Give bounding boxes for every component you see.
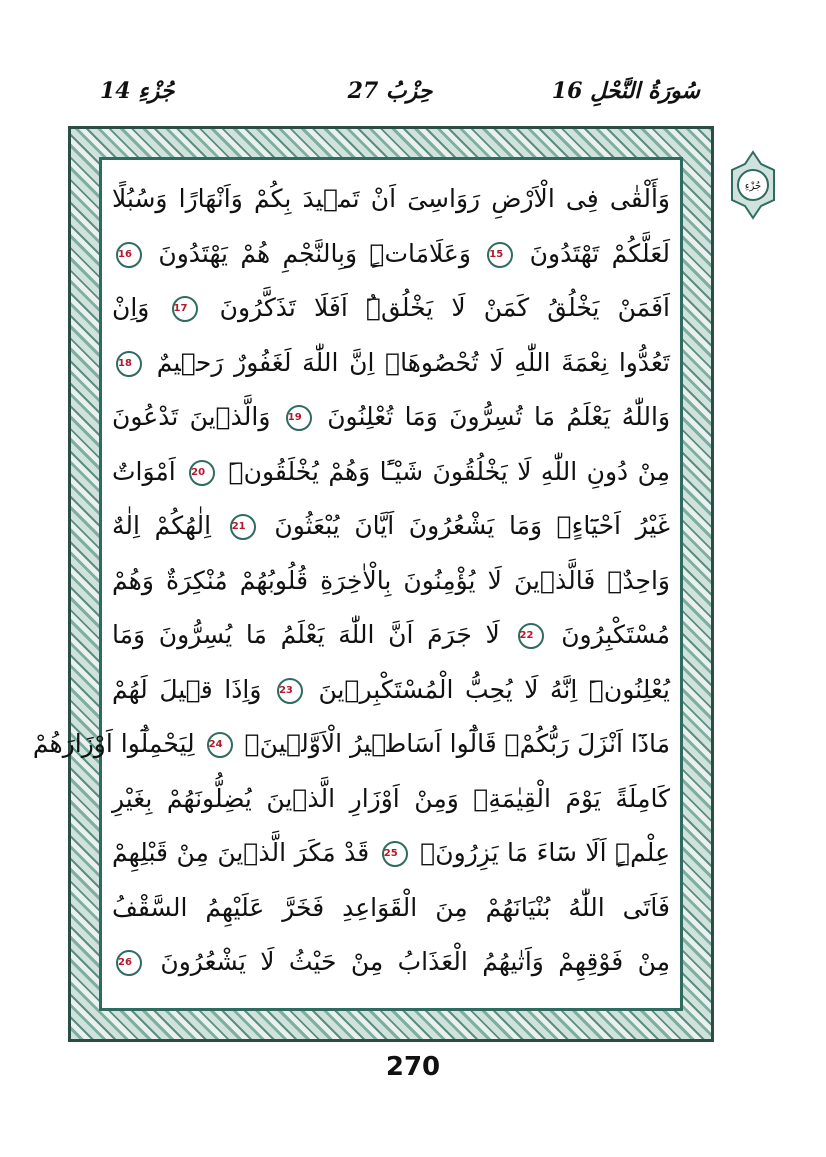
ayah-number-marker: 18 [116, 351, 142, 377]
text-line [112, 881, 670, 936]
verse-text: غَيْرُ اَحْيَٓاءٍۚ وَمَا يَشْعُرُونَ اَيَّانَ يُبْعَثُونَ [274, 511, 670, 540]
verse-text: مِنْ دُونِ اللّٰهِ لَا يَخْلُقُونَ شَيْـًٔا وَهُمْ يُخْلَقُونَۜ [228, 456, 671, 486]
text-line [112, 935, 670, 990]
page-header [70, 78, 710, 118]
verse-text: وَأَلْقٰى فِى الْاَرْضِ رَوَاسِىَ اَنْ تَم۪يدَ بِكُمْ وَاَنْهَارًا وَسُبُلًا [112, 184, 670, 213]
text-line [32, 717, 670, 772]
verse-text: تَعُدُّوا نِعْمَةَ اللّٰهِ لَا تُحْصُوهَاۜ اِنَّ اللّٰهَ لَغَفُورٌ رَح۪يمٌ [156, 347, 670, 377]
text-line [112, 336, 670, 391]
verse-text: وَالَّذ۪ينَ تَدْعُونَ [112, 402, 271, 431]
page-number: 270 [385, 1052, 441, 1082]
text-line [112, 772, 670, 827]
text-line [112, 554, 670, 609]
text-panel [32, 157, 683, 1011]
juz-margin-marker [730, 150, 776, 220]
ayah-number-marker: 16 [116, 242, 142, 268]
juz-label: جُزْءِ 14 [100, 78, 175, 104]
verse-text: وَعَلَامَاتٍۜ وَبِالنَّجْمِ هُمْ يَهْتَدُونَ [158, 238, 471, 268]
verse-text: لَا جَرَمَ اَنَّ اللّٰهَ يَعْلَمُ مَا يُسِرُّونَ وَمَا [112, 620, 500, 649]
quran-text [32, 172, 671, 1000]
verse-text: لِيَحْمِلُٓوا اَوْزَارَهُمْ [32, 729, 195, 758]
verse-text: مِنْ فَوْقِهِمْ وَاَتٰيهُمُ الْعَذَابُ مِنْ حَيْثُ لَا يَشْعُرُونَ [160, 947, 670, 976]
ayah-number-marker: 17 [172, 296, 198, 322]
verse-text: وَاحِدٌۚ فَالَّذ۪ينَ لَا يُؤْمِنُونَ بِالْاٰخِرَةِ قُلُوبُهُمْ مُنْكِرَةٌ وَهُمْ [112, 565, 670, 595]
text-line [112, 172, 670, 227]
text-line [112, 608, 670, 663]
text-line [112, 390, 670, 445]
juz-marker-label: جُزْءِ [744, 181, 762, 192]
ayah-number-marker: 23 [277, 678, 303, 704]
verse-text: لَعَلَّكُمْ تَهْتَدُونَ [529, 238, 671, 268]
verse-text: اِلٰهُكُمْ اِلٰهٌ [112, 511, 212, 540]
text-line [112, 227, 670, 282]
verse-text: وَاِنْ [112, 293, 150, 322]
ornamental-frame [32, 126, 714, 1042]
text-line [112, 826, 670, 881]
verse-text: اَفَمَنْ يَخْلُقُ كَمَنْ لَا يَخْلُقُۜ اَفَلَا تَذَكَّرُونَ [219, 293, 670, 322]
verse-text: كَامِلَةً يَوْمَ الْقِيٰمَةِۙ وَمِنْ اَوْزَارِ الَّذ۪ينَ يُضِلُّونَهُمْ بِغَيْرِ [112, 783, 670, 813]
verse-text: اَمْوَاتٌ [112, 456, 176, 486]
ayah-number-marker: 15 [487, 242, 513, 268]
ayah-number-marker: 25 [382, 841, 408, 867]
text-line [112, 445, 670, 500]
ayah-number-marker: 19 [286, 405, 312, 431]
juz-ornament-icon [730, 150, 776, 220]
ayah-number-marker: 20 [189, 460, 215, 486]
verse-text: مُسْتَكْبِرُونَ [561, 620, 671, 649]
verse-text: مَاذَٓا اَنْزَلَ رَبُّكُمْۙ قَالُٓوا اَسَاط۪يرُ الْاَوَّل۪ينَۙ [244, 729, 670, 758]
verse-text: قَدْ مَكَرَ الَّذ۪ينَ مِنْ قَبْلِهِمْ [112, 838, 370, 867]
surah-label: 16 سُورَةُ النَّحْلِ [551, 78, 700, 104]
ayah-number-marker: 26 [116, 950, 142, 976]
ayah-number-marker: 22 [518, 623, 544, 649]
ayah-number-marker: 24 [207, 732, 233, 758]
text-line [112, 499, 670, 554]
hizb-label: حِزْبُ 27 [347, 78, 433, 104]
text-line [112, 281, 670, 336]
verse-text: وَاللّٰهُ يَعْلَمُ مَا تُسِرُّونَ وَمَا تُعْلِنُونَ [327, 402, 671, 431]
verse-text: فَاَتَى اللّٰهُ بُنْيَانَهُمْ مِنَ الْقَوَاعِدِ فَخَرَّ عَلَيْهِمُ السَّقْفُ [112, 892, 670, 922]
verse-text: وَاِذَا ق۪يلَ لَهُمْ [112, 674, 262, 704]
verse-text: عِلْمٍۜ اَلَا سَٓاءَ مَا يَزِرُونَ۟ [420, 838, 670, 867]
verse-text: يُعْلِنُونَۜ اِنَّهُ لَا يُحِبُّ الْمُسْتَكْبِر۪ينَ [318, 674, 670, 704]
ayah-number-marker: 21 [230, 514, 256, 540]
text-line [112, 663, 670, 718]
